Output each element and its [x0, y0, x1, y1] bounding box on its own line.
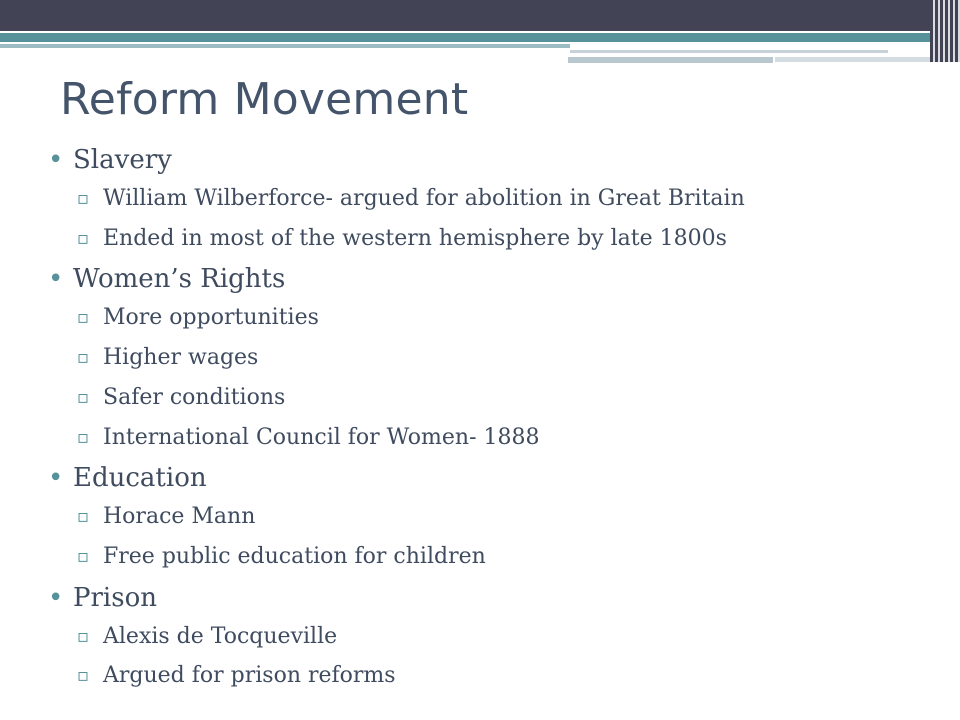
list-item: [48, 141, 928, 179]
header-rule: [568, 57, 773, 63]
accent-band-thin: [0, 44, 570, 48]
bullet-icon: ▫: [77, 506, 90, 528]
header-rule: [775, 57, 930, 62]
list-item-text: Higher wages: [103, 345, 259, 371]
list-item-text: Horace Mann: [103, 504, 256, 530]
bullet-icon: •: [48, 582, 64, 613]
bullet-icon: ▫: [77, 545, 90, 567]
header-rule: [570, 50, 888, 53]
bullet-icon: ▫: [77, 625, 90, 647]
list-item: [48, 537, 928, 577]
list-item: [48, 219, 928, 259]
list-item: [48, 459, 928, 497]
list-item-text: Ended in most of the western hemisphere by late 1800s: [103, 225, 727, 251]
list-item: [48, 338, 928, 378]
list-item: [48, 579, 928, 617]
bullet-icon: •: [48, 264, 64, 295]
section-heading: Prison: [73, 582, 157, 613]
section-heading: Women’s Rights: [73, 264, 286, 295]
bullet-icon: ▫: [77, 426, 90, 448]
bullet-icon: •: [48, 463, 64, 494]
bullet-icon: ▫: [77, 347, 90, 369]
list-item: [48, 418, 928, 458]
header-rule: [570, 42, 930, 49]
list-item: [48, 298, 928, 338]
list-item-text: William Wilberforce- argued for abolition in Great Britain: [103, 186, 745, 211]
bullet-icon: ▫: [77, 307, 90, 329]
bullet-icon: ▫: [77, 386, 90, 408]
header-stripes: [930, 0, 960, 62]
bullet-icon: •: [48, 145, 64, 175]
list-item-text: Safer conditions: [103, 384, 286, 410]
list-item-text: More opportunities: [103, 305, 319, 331]
bullet-icon: ▫: [77, 188, 90, 209]
list-item: [48, 260, 928, 298]
bullet-icon: ▫: [77, 665, 90, 687]
slide-title: Reform Movement: [60, 74, 469, 125]
section-heading: Slavery: [73, 145, 172, 175]
slide-body: [48, 141, 928, 696]
accent-band: [0, 33, 930, 42]
section-heading: Education: [73, 463, 207, 494]
list-item: [48, 497, 928, 537]
list-item: [48, 378, 928, 418]
bullet-icon: ▫: [77, 227, 90, 249]
list-item: [48, 656, 928, 696]
list-item-text: International Council for Women- 1888: [103, 424, 540, 450]
bullet-list: [48, 141, 928, 696]
header-bar: [0, 0, 960, 31]
list-item-text: Argued for prison reforms: [103, 663, 396, 689]
list-item: [48, 617, 928, 657]
list-item: [48, 179, 928, 219]
list-item-text: Alexis de Tocqueville: [103, 623, 338, 649]
list-item-text: Free public education for children: [103, 543, 486, 569]
